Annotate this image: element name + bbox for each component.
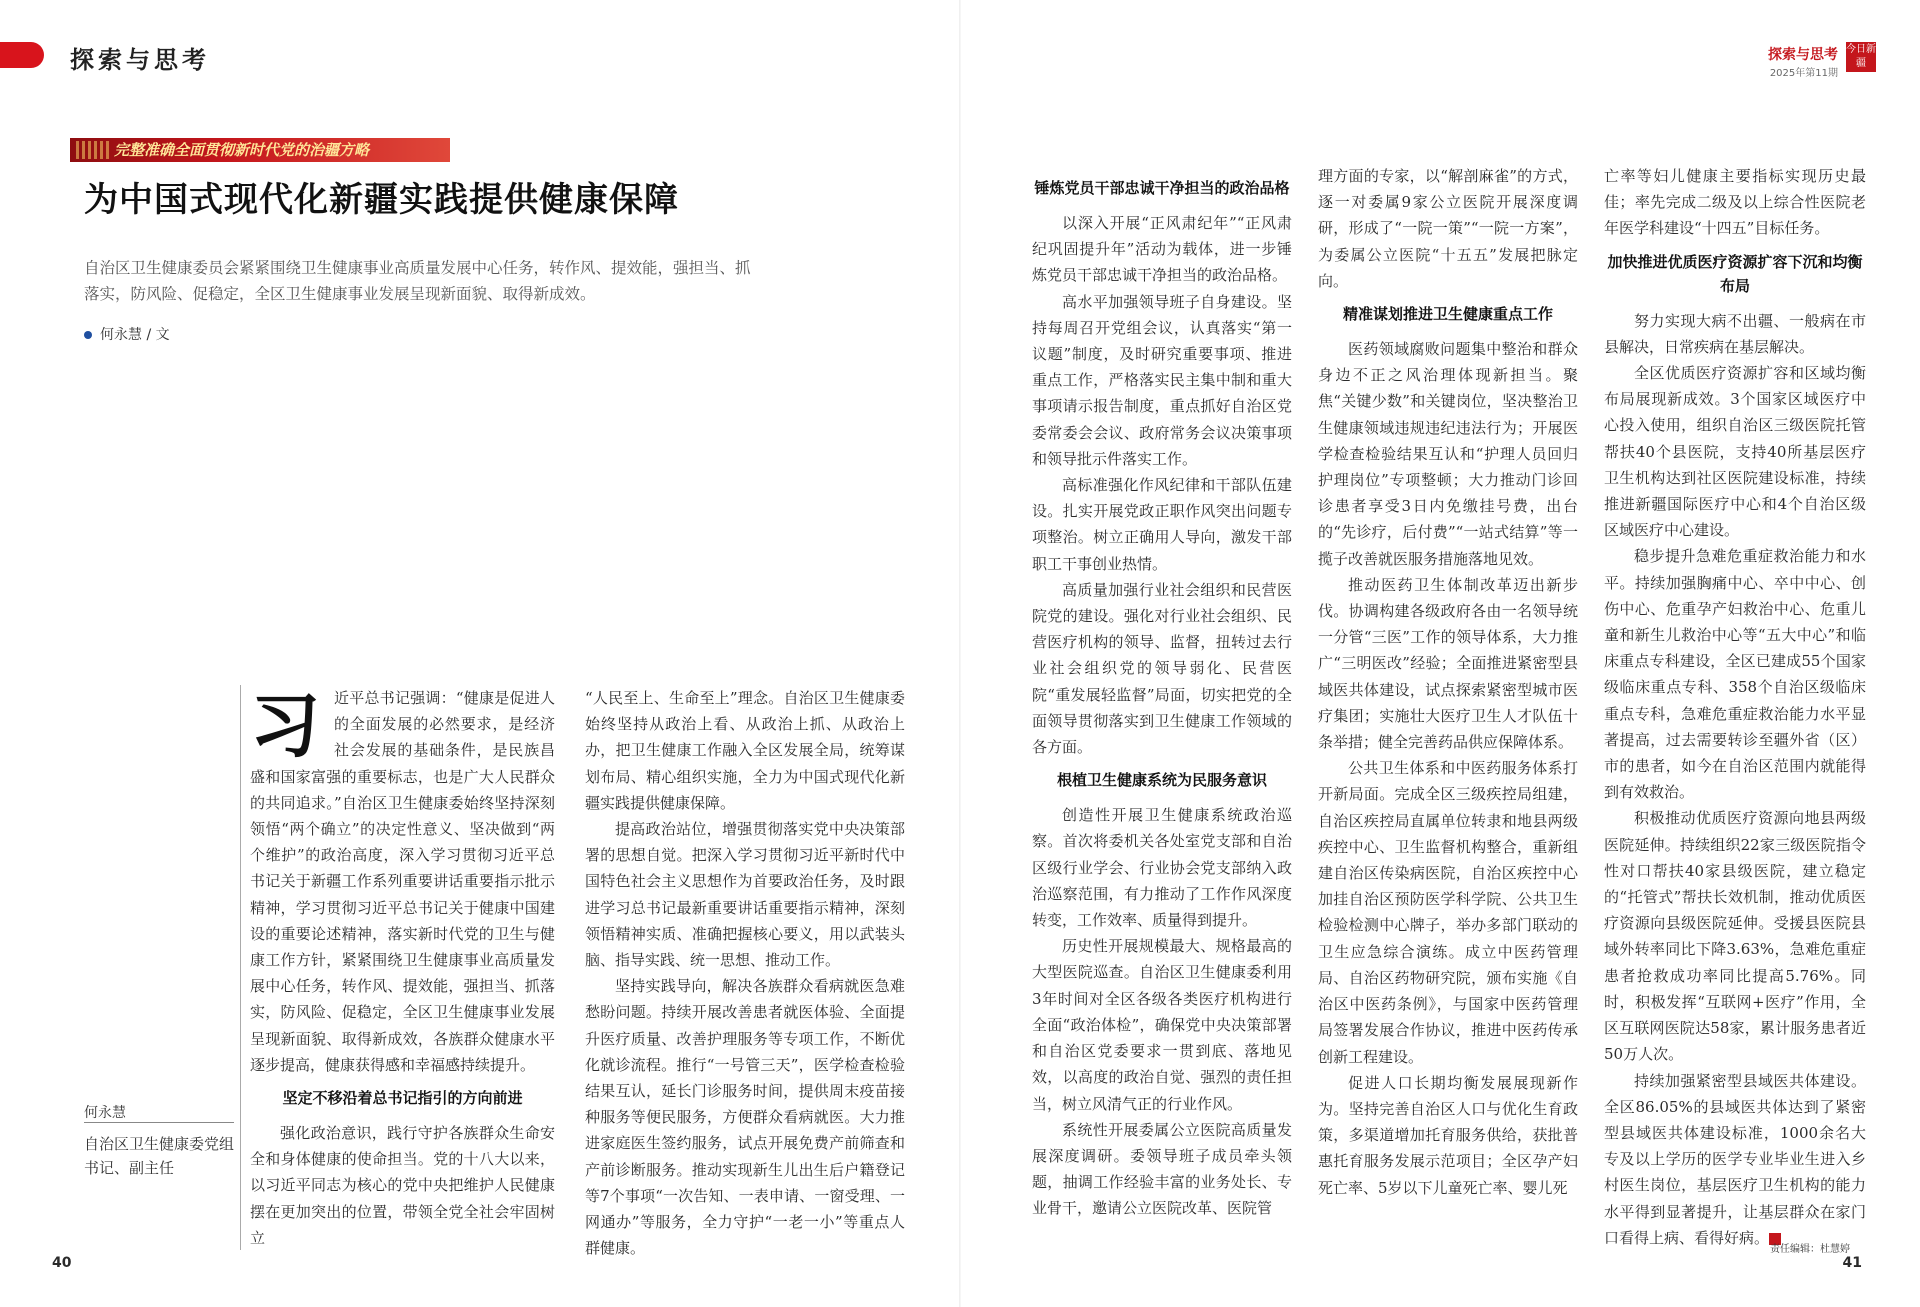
body-column-1: [250, 685, 555, 1251]
body-column-5: [1604, 163, 1866, 1251]
subheading: 根植卫生健康系统为民服务意识: [1056, 771, 1267, 790]
subheading: 坚定不移沿着总书记指引的方向前进: [282, 1089, 523, 1108]
body-column-3: [1032, 168, 1292, 1222]
paragraph: 医药领域腐败问题集中整治和群众身边不正之风治理体现新担当。聚焦“关键少数”和关键岗位，坚决整治卫生健康领域违规违纪违法行为；开展医学检查检验结果互认和“护理人员回归护理岗位”专项整顿；大力推动门诊回诊患者享受3日内免缴挂号费，出台的“先诊疗，后付费”“一站式结算”等一揽子改善就医服务措施落地见效。: [1318, 340, 1578, 568]
paragraph: 以深入开展“正风肃纪年”“正风肃纪巩固提升年”活动为载体，进一步锤炼党员干部忠诚干净担当的政治品格。: [1032, 214, 1292, 285]
page-spine: [959, 0, 961, 1307]
paragraph: 推动医药卫生体制改革迈出新步伐。协调构建各级政府各由一名领导统一分管“三医”工作的领导体系，大力推广“三明医改”经验；全面推进紧密型县域医共体建设，试点探索紧密型城市医疗集团；实施壮大医疗卫生人才队伍十条举措；健全完善药品供应保障体系。: [1318, 575, 1578, 752]
issue-label: 2025年第11期: [1769, 68, 1838, 79]
paragraph: 近平总书记强调：“健康是促进人的全面发展的必然要求，是经济社会发展的基础条件，是民族昌盛和国家富强的重要标志，也是广大人民群众的共同追求。”自治区卫生健康委始终坚持深刻领悟“两个确立”的决定性意义、坚决做到“两个维护”的政治高度，深入学习贯彻习近平总书记关于新疆工作系列重要讲话重要指示批示精神，学习贯彻习近平总书记关于健康中国建设的重要论述精神，落实新时代党的卫生与健康工作方针，紧紧围绕卫生健康事业高质量发展中心任务，转作风、提效能，强担当、抓落实，防风险、促稳定，全区卫生健康事业发展呈现新面貌、取得新成效，各族群众健康水平逐步提高，健康获得感和幸福感持续提升。: [250, 689, 555, 1074]
running-header-title: 探索与思考: [1768, 47, 1838, 63]
magazine-logo: 今日新疆: [1846, 42, 1876, 72]
section-marker: [0, 42, 44, 68]
paragraph: 促进人口长期均衡发展展现新作为。坚持完善自治区人口与优化生育政策，多渠道增加托育服务供给，获批普惠托育服务发展示范项目；全区孕产妇死亡率、5岁以下儿童死亡率、婴儿死: [1318, 1073, 1578, 1197]
paragraph-text: 持续加强紧密型县域医共体建设。全区86.05%的县域医共体达到了紧密型县域医共体建设标准，1000余名大专及以上学历的医学专业毕业生进入乡村医生岗位，基层医疗卫生机构的能力水平得到显著提升，让基层群众在家门口看得上病、看得好病。: [1604, 1071, 1866, 1247]
paragraph: 稳步提升急难危重症救治能力和水平。持续加强胸痛中心、卒中中心、创伤中心、危重孕产妇救治中心、危重儿童和新生儿救治中心等“五大中心”和临床重点专科建设，全区已建成55个国家级临床重点专科、358个自治区级临床重点专科，急难危重症救治能力水平显著提高，过去需要转诊至疆外省（区）市的患者，如今在自治区范围内就能得到有效救治。: [1604, 547, 1866, 802]
subheading: 精准谋划推进卫生健康重点工作: [1342, 305, 1553, 324]
page-number-left: 40: [52, 1255, 72, 1271]
byline-text: 何永慧 / 文: [100, 327, 170, 343]
paragraph: 系统性开展委属公立医院高质量发展深度调研。委领导班子成员牵头领题，抽调工作经验丰富的业务处长、专业骨干，邀请公立医院改革、医院管: [1032, 1120, 1292, 1218]
paragraph: 提高政治站位，增强贯彻落实党中央决策部署的思想自觉。把深入学习贯彻习近平新时代中国特色社会主义思想作为首要政治任务，及时跟进学习总书记最新重要讲话重要指示精神，深刻领悟精神实质、准确把握核心要义，用以武装头脑、指导实践、统一思想、推动工作。: [585, 820, 905, 970]
article-title: 为中国式现代化新疆实践提供健康保障: [84, 180, 679, 220]
paragraph: 高水平加强领导班子自身建设。坚持每周召开党组会议，认真落实“第一议题”制度，及时研究重要事项、推进重点工作，严格落实民主集中制和重大事项请示报告制度，重点抓好自治区党委常委会会议、政府常务会议决策事项和领导批示件落实工作。: [1032, 292, 1292, 468]
banner-decoration: [76, 141, 110, 159]
author-card-name: 何永慧: [84, 1105, 126, 1121]
banner-text: 完整准确全面贯彻新时代党的治疆方略: [114, 141, 370, 159]
paragraph: 强化政治意识，践行守护各族群众生命安全和身体健康的使命担当。党的十八大以来，以习近平同志为核心的党中央把维护人民健康摆在更加突出的位置，带领全党全社会牢固树立: [250, 1124, 555, 1247]
end-mark-icon: J: [1769, 1233, 1781, 1245]
paragraph: 积极推动优质医疗资源向地县两级医院延伸。持续组织22家三级医院指令性对口帮扶40家县级医院，建立稳定的“托管式”帮扶长效机制，推动优质医疗资源向县级医院延伸。受援县医院县域外转率同比下降3.63%，急难危重症患者抢救成功率同比提高5.76%。同时，积极发挥“互联网+医疗”作用，全区互联网医院达58家，累计服务患者近50万人次。: [1604, 809, 1866, 1064]
paragraph: 高标准强化作风纪律和干部队伍建设。扎实开展党政正职作风突出问题专项整治。树立正确用人导向，激发干部职工干事创业热情。: [1032, 476, 1292, 573]
running-header: [1768, 44, 1838, 79]
paragraph: 历史性开展规模最大、规格最高的大型医院巡查。自治区卫生健康委利用3年时间对全区各级各类医疗机构进行全面“政治体检”，确保党中央决策部署和自治区党委要求一贯到底、落地见效，以高度的政治自觉、强烈的责任担当，树立风清气正的行业作风。: [1032, 937, 1292, 1113]
body-column-4: [1318, 163, 1578, 1201]
subheading: 锤炼党员干部忠诚干净担当的政治品格: [1034, 179, 1290, 197]
column-rule: [240, 685, 241, 1250]
byline: [84, 324, 170, 344]
author-card-role: 自治区卫生健康委党组书记、副主任: [84, 1135, 235, 1177]
byline-dot-icon: [84, 331, 92, 339]
paragraph: 亡率等妇儿健康主要指标实现历史最佳；率先完成二级及以上综合性医院老年医学科建设“十四五”目标任务。: [1604, 167, 1866, 238]
paragraph: 高质量加强行业社会组织和民营医院党的建设。强化对行业社会组织、民营医疗机构的领导、监督，扭转过去行业社会组织党的领导弱化、民营医院“重发展轻监督”局面，切实把党的全面领导贯彻落实到卫生健康工作领域的各方面。: [1032, 580, 1292, 757]
paragraph: [1604, 1068, 1866, 1251]
body-column-2: [585, 685, 905, 1261]
page-number-right: 41: [1842, 1255, 1862, 1271]
section-title: 探索与思考: [70, 45, 210, 74]
paragraph: 创造性开展卫生健康系统政治巡察。首次将委机关各处室党支部和自治区级行业学会、行业协会党支部纳入政治巡察范围，有力推动了工作作风深度转变，工作效率、质量得到提升。: [1032, 806, 1292, 930]
paragraph: 理方面的专家，以“解剖麻雀”的方式，逐一对委属9家公立医院开展深度调研，形成了“一院一策”“一院一方案”，为委属公立医院“十五五”发展把脉定向。: [1318, 167, 1578, 290]
paragraph: 全区优质医疗资源扩容和区域均衡布局展现新成效。3个国家区域医疗中心投入使用，组织自治区三级医院托管帮扶40个县医院，支持40所基层医疗卫生机构达到社区医院建设标准，持续推进新疆国际医疗中心和4个自治区级区域医疗中心建设。: [1604, 364, 1866, 540]
paragraph: “人民至上、生命至上”理念。自治区卫生健康委始终坚持从政治上看、从政治上抓、从政治上办，把卫生健康工作融入全区发展全局，统筹谋划布局、精心组织实施，全力为中国式现代化新疆实践提供健康保障。: [585, 689, 905, 812]
author-card-divider: [84, 1122, 234, 1123]
drop-cap: 习: [250, 684, 320, 767]
paragraph: 努力实现大病不出疆、一般病在市县解决，日常疾病在基层解决。: [1604, 311, 1866, 356]
editor-credit: 责任编辑：杜慧婷: [1770, 1244, 1850, 1255]
column-banner: [70, 138, 450, 162]
subheading: 加快推进优质医疗资源扩容下沉和均衡布局: [1607, 252, 1863, 295]
paragraph: 公共卫生体系和中医药服务体系打开新局面。完成全区三级疾控局组建，自治区疾控局直属单位转隶和地县两级疾控中心、卫生监督机构整合，重新组建自治区传染病医院，自治区疾控中心加挂自治区预防医学科学院、公共卫生检验检测中心牌子，举办多部门联动的卫生应急综合演练。成立中医药管理局、自治区药物研究院，颁布实施《自治区中医药条例》，与国家中医药管理局签署发展合作协议，推进中医药传承创新工程建设。: [1318, 759, 1578, 1066]
paragraph: 坚持实践导向，解决各族群众看病就医急难愁盼问题。持续开展改善患者就医体验、全面提升医疗质量、改善护理服务等专项工作，不断优化就诊流程。推行“一号管三天”，医学检查检验结果互认，延长门诊服务时间，提供周末疫苗接种服务等便民服务，方便群众看病就医。大力推进家庭医生签约服务，试点开展免费产前筛查和产前诊断服务。推动实现新生儿出生后户籍登记等7个事项“一次告知、一表申请、一窗受理、一网通办”等服务，全力守护“一老一小”等重点人群健康。: [585, 977, 905, 1258]
article-lead: 自治区卫生健康委员会紧紧围绕卫生健康事业高质量发展中心任务，转作风、提效能，强担当、抓落实，防风险、促稳定，全区卫生健康事业发展呈现新面貌、取得新成效。: [84, 259, 751, 303]
